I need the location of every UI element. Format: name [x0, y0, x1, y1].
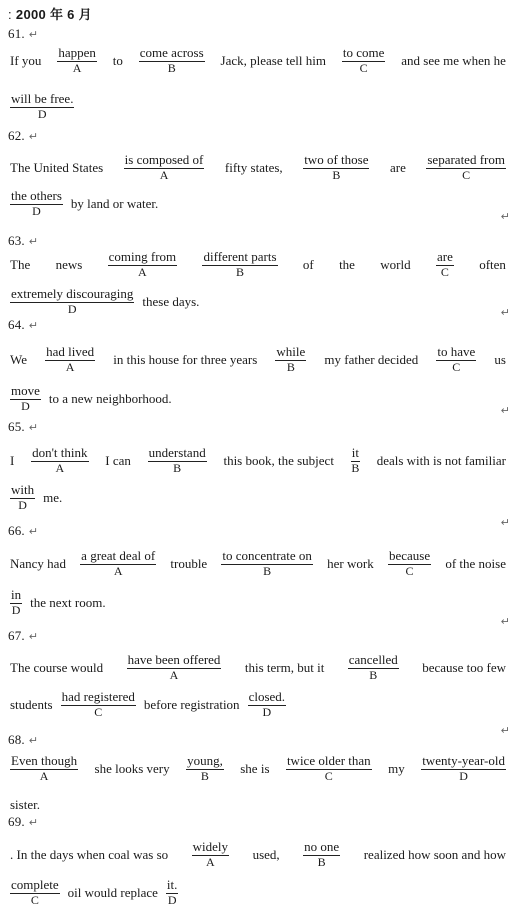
option-letter: D: [67, 302, 77, 317]
sentence-text: my father decided: [324, 352, 419, 367]
sentence-text: she is: [240, 761, 270, 776]
option-letter: D: [21, 399, 30, 414]
sentence-text: of: [302, 257, 314, 272]
sentence-text: The United States: [10, 160, 104, 175]
option-letter: B: [173, 461, 182, 476]
header-title: 2000 年 6 月: [15, 7, 92, 22]
question-number-label: 66.: [8, 523, 25, 538]
question-line: [10, 287, 506, 317]
sentence-text: sister.: [10, 797, 40, 812]
sentence-text: fifty states,: [224, 160, 283, 175]
underlined-option: [286, 754, 372, 784]
option-letter: A: [113, 564, 123, 579]
header-dot: :: [8, 7, 12, 22]
option-letter: A: [138, 265, 147, 280]
option-text: it.: [166, 878, 178, 894]
question-number: [8, 814, 38, 830]
underlined-option: [275, 345, 306, 375]
question-number: [8, 317, 38, 333]
return-mark: ↵: [28, 236, 39, 248]
question-number-label: 67.: [8, 628, 25, 643]
return-mark: ↵: [500, 307, 510, 319]
option-text: to concentrate on: [221, 549, 313, 565]
sentence-text: the: [339, 257, 355, 272]
sentence-text: oil would replace: [67, 885, 158, 900]
option-letter: B: [351, 461, 360, 476]
question-line: [10, 790, 506, 811]
return-mark: ↵: [28, 735, 39, 747]
option-text: separated from: [426, 153, 506, 169]
option-text: no one: [303, 840, 340, 856]
option-text: cancelled: [348, 653, 399, 669]
sentence-text: us: [494, 352, 506, 367]
question-number-label: 62.: [8, 128, 25, 143]
sentence-text: news: [55, 257, 83, 272]
option-letter: A: [55, 461, 65, 476]
underlined-option: [10, 878, 60, 908]
underlined-option: [148, 446, 207, 476]
option-letter: B: [317, 855, 326, 870]
underlined-option: [10, 754, 78, 784]
question-line: [10, 250, 506, 280]
underlined-option: [61, 690, 136, 720]
return-mark: ↵: [500, 405, 510, 417]
question-number: [8, 128, 38, 144]
option-text: to come: [342, 46, 386, 62]
question-line: [10, 549, 506, 579]
option-text: because: [388, 549, 431, 565]
sentence-text: If you: [10, 53, 42, 68]
option-letter: A: [72, 61, 82, 76]
option-letter: B: [332, 168, 341, 183]
option-text: twice older than: [286, 754, 372, 770]
option-letter: C: [405, 564, 414, 579]
underlined-option: [436, 250, 454, 280]
sentence-text: before registration: [143, 697, 240, 712]
sentence-text: are: [389, 160, 406, 175]
question-number-label: 64.: [8, 317, 25, 332]
option-text: different parts: [202, 250, 277, 266]
underlined-option: [303, 153, 369, 183]
underlined-option: [124, 153, 205, 183]
option-letter: D: [32, 204, 41, 219]
option-text: the others: [10, 189, 63, 205]
question-number-label: 61.: [8, 26, 25, 41]
sentence-text: because too few: [422, 660, 506, 675]
sentence-text: her work: [327, 556, 374, 571]
question-number-label: 65.: [8, 419, 25, 434]
option-letter: C: [440, 265, 449, 280]
option-text: in: [10, 588, 22, 604]
option-text: Even though: [10, 754, 78, 770]
sentence-text: realized how soon and how: [363, 847, 506, 862]
sentence-text: Jack, please tell him: [220, 53, 326, 68]
question-line: [10, 153, 506, 183]
question-line: [10, 588, 506, 618]
option-text: happen: [57, 46, 97, 62]
underlined-option: [202, 250, 277, 280]
sentence-text: by land or water.: [70, 196, 159, 211]
question-line: [10, 653, 506, 683]
option-letter: D: [459, 769, 468, 784]
option-letter: A: [206, 855, 215, 870]
question-number-label: 68.: [8, 732, 25, 747]
sentence-text: The course would: [10, 660, 104, 675]
sentence-text: the next room.: [30, 595, 106, 610]
option-text: had registered: [61, 690, 136, 706]
option-text: coming from: [108, 250, 178, 266]
question-line: [10, 878, 506, 908]
sentence-text: these days.: [142, 294, 200, 309]
underlined-option: [108, 250, 178, 280]
sentence-text: and see me when he: [401, 53, 506, 68]
question-line: [10, 483, 506, 513]
sentence-text: to: [112, 53, 123, 68]
option-text: move: [10, 384, 41, 400]
underlined-option: [436, 345, 476, 375]
question-number: [8, 523, 38, 539]
sentence-text: often: [479, 257, 506, 272]
option-letter: D: [167, 893, 177, 908]
sentence-text: of the noise: [445, 556, 506, 571]
option-letter: A: [169, 668, 179, 683]
sentence-text: she looks very: [94, 761, 170, 776]
option-text: had lived: [45, 345, 95, 361]
option-text: have been offered: [127, 653, 222, 669]
return-mark: ↵: [500, 211, 510, 223]
option-letter: B: [286, 360, 295, 375]
question-line: [10, 384, 506, 414]
option-text: young,: [186, 754, 224, 770]
question-line: [10, 189, 506, 219]
sentence-text: . In the days when coal was so: [10, 847, 169, 862]
question-number: [8, 419, 38, 435]
return-mark: ↵: [28, 131, 39, 143]
option-letter: C: [324, 769, 333, 784]
underlined-option: [348, 653, 399, 683]
underlined-option: [10, 189, 63, 219]
sentence-text: I can: [105, 453, 131, 468]
question-number-label: 69.: [8, 814, 25, 829]
option-letter: C: [30, 893, 39, 908]
underlined-option: [351, 446, 360, 476]
option-letter: A: [39, 769, 49, 784]
sentence-text: me.: [43, 490, 63, 505]
sentence-text: I: [10, 453, 15, 468]
option-letter: C: [359, 61, 368, 76]
return-mark: ↵: [500, 725, 510, 737]
option-letter: D: [37, 107, 47, 122]
sentence-text: used,: [252, 847, 280, 862]
sentence-text: this book, the subject: [223, 453, 334, 468]
underlined-option: [166, 878, 178, 908]
underlined-option: [80, 549, 156, 579]
question-number: [8, 732, 38, 748]
option-text: extremely discouraging: [10, 287, 134, 303]
underlined-option: [45, 345, 95, 375]
question-line: [10, 840, 506, 870]
return-mark: ↵: [28, 29, 39, 41]
sentence-text: to a new neighborhood.: [48, 391, 172, 406]
option-letter: B: [200, 769, 209, 784]
underlined-option: [186, 754, 224, 784]
underlined-option: [127, 653, 222, 683]
return-mark: ↵: [28, 526, 39, 538]
sentence-text: The: [10, 257, 31, 272]
underlined-option: [192, 840, 229, 870]
option-letter: C: [452, 360, 461, 375]
option-letter: B: [369, 668, 378, 683]
question-number: [8, 26, 38, 42]
underlined-option: [426, 153, 506, 183]
sentence-text: my: [388, 761, 405, 776]
underlined-option: [421, 754, 506, 784]
question-line: [10, 754, 506, 784]
option-letter: B: [167, 61, 176, 76]
sentence-text: Nancy had: [10, 556, 66, 571]
sentence-text: trouble: [170, 556, 208, 571]
option-text: closed.: [248, 690, 286, 706]
option-text: understand: [148, 446, 207, 462]
option-letter: A: [159, 168, 169, 183]
sentence-text: deals with is not familiar: [376, 453, 506, 468]
question-number: [8, 628, 38, 644]
underlined-option: [10, 92, 74, 122]
underlined-option: [10, 483, 35, 513]
underlined-option: [57, 46, 97, 76]
return-mark: ↵: [500, 616, 510, 628]
question-line: [10, 446, 506, 476]
sentence-text: world: [380, 257, 411, 272]
option-text: twenty-year-old: [421, 754, 506, 770]
underlined-option: [221, 549, 313, 579]
underlined-option: [303, 840, 340, 870]
question-line: [10, 345, 506, 375]
option-letter: A: [65, 360, 75, 375]
option-text: a great deal of: [80, 549, 156, 565]
sentence-text: students: [10, 697, 53, 712]
option-text: while: [275, 345, 306, 361]
option-text: two of those: [303, 153, 369, 169]
underlined-option: [31, 446, 88, 476]
option-text: complete: [10, 878, 60, 894]
page-header: [8, 4, 92, 23]
return-mark: ↵: [28, 320, 39, 332]
question-number: [8, 233, 38, 249]
underlined-option: [248, 690, 286, 720]
sentence-text: We: [10, 352, 27, 367]
option-text: with: [10, 483, 35, 499]
underlined-option: [342, 46, 386, 76]
underlined-option: [10, 588, 22, 618]
option-text: is composed of: [124, 153, 205, 169]
option-letter: B: [236, 265, 245, 280]
option-text: don't think: [31, 446, 88, 462]
return-mark: ↵: [28, 817, 39, 829]
return-mark: ↵: [500, 517, 510, 529]
underlined-option: [10, 384, 41, 414]
option-text: come across: [139, 46, 205, 62]
return-mark: ↵: [28, 422, 39, 434]
underlined-option: [139, 46, 205, 76]
option-text: will be free.: [10, 92, 74, 108]
option-text: to have: [436, 345, 476, 361]
option-text: are: [436, 250, 454, 266]
underlined-option: [10, 287, 134, 317]
underlined-option: [388, 549, 431, 579]
option-letter: B: [263, 564, 272, 579]
question-line: [10, 690, 506, 720]
sentence-text: in this house for three years: [113, 352, 258, 367]
question-number-label: 63.: [8, 233, 25, 248]
option-letter: D: [11, 603, 21, 618]
return-mark: ↵: [28, 631, 39, 643]
option-text: widely: [192, 840, 229, 856]
option-letter: D: [262, 705, 272, 720]
option-text: it: [351, 446, 360, 462]
question-line: [10, 46, 506, 76]
option-letter: C: [94, 705, 103, 720]
option-letter: C: [462, 168, 471, 183]
option-letter: D: [18, 498, 27, 513]
question-line: [10, 92, 506, 122]
sentence-text: this term, but it: [244, 660, 325, 675]
